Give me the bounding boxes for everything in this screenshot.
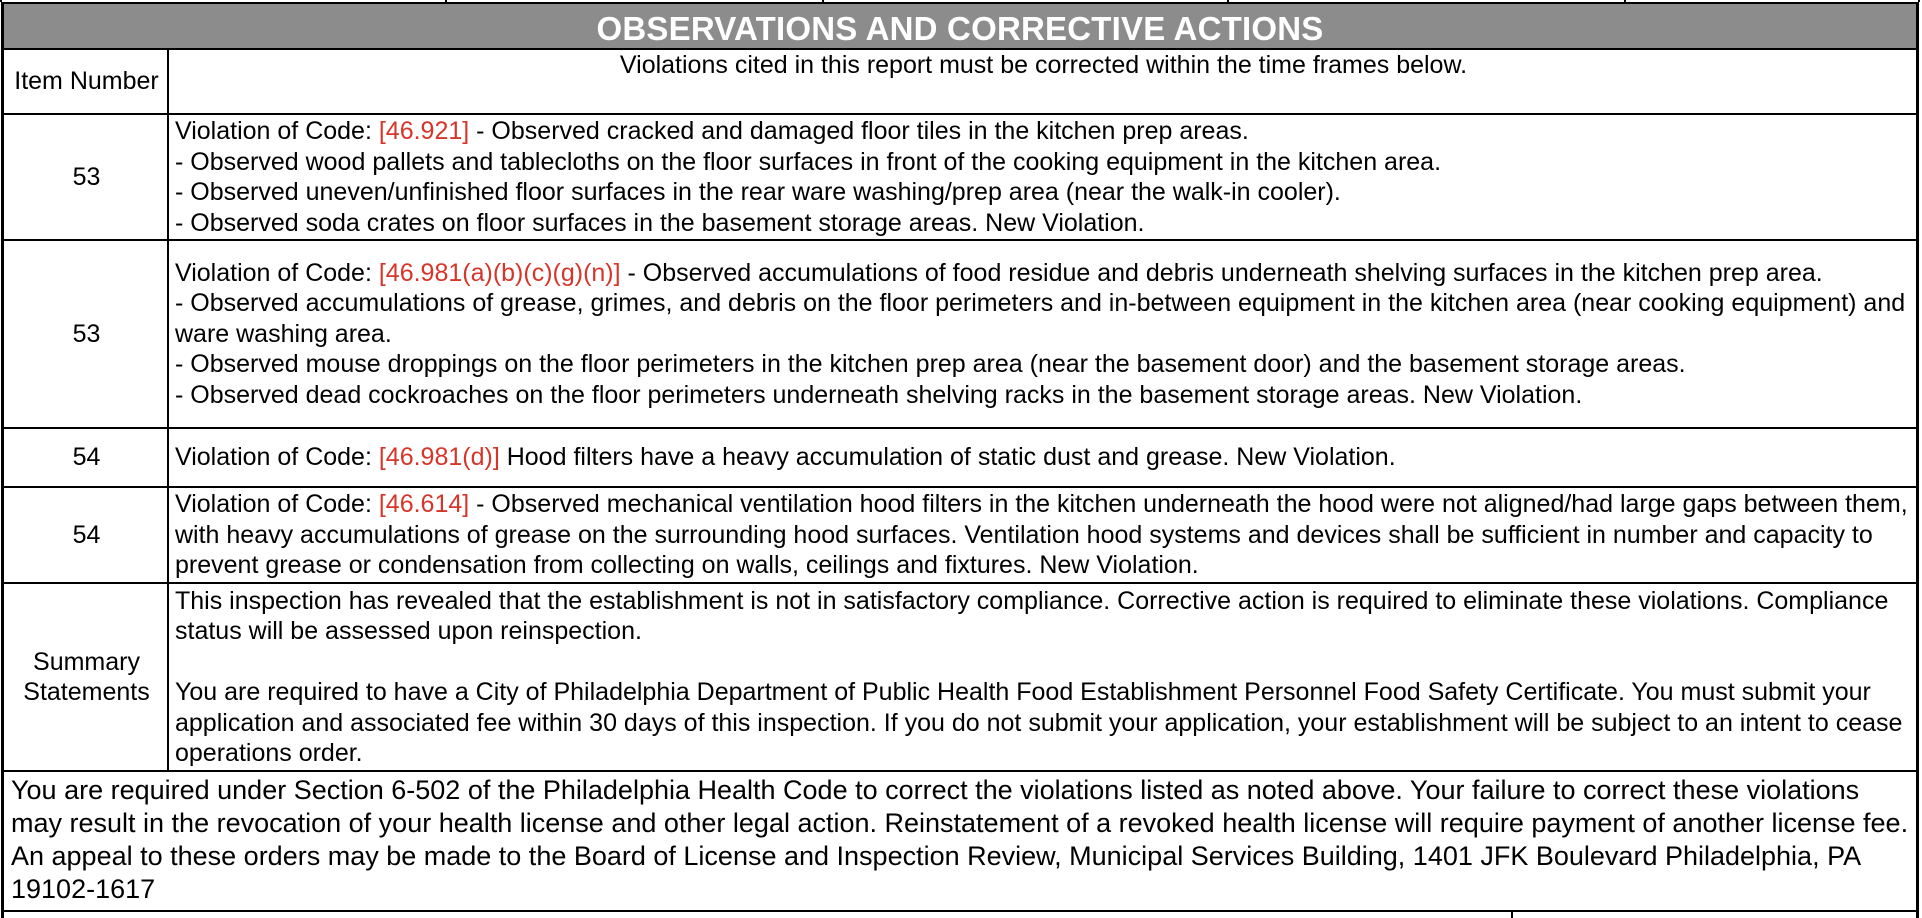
violation-prefix: Violation of Code: — [175, 117, 379, 145]
code-reference: [46.921] — [378, 117, 470, 145]
violation-prefix: Violation of Code: — [175, 490, 379, 519]
item-number-header: Item Number — [4, 50, 168, 114]
violation-description — [168, 428, 1916, 487]
violation-text: - Observed accumulations of food residue and debris underneath shelving surfaces in the kitchen prep area. — [620, 258, 1823, 287]
violation-description — [168, 240, 1916, 428]
observations-section — [1, 2, 1919, 918]
summary-row — [4, 583, 1916, 771]
violation-text: Hood filters have a heavy accumulation of static dust and grease. New Violation. — [499, 443, 1396, 472]
legal-notice: You are required under Section 6-502 of the Philadelphia Health Code to correct the violations listed as noted above. Your failure to correct these violations may result in the revocation of your health license and other legal action. Reinstatement of a revoked health license will require payment of another license fee. An appeal to these orders may be made to the Board of License and Inspection Review, Municipal Services Building, 1401 JFK Boulevard Philadelphia, PA 19102-1617 — [4, 772, 1916, 912]
timeframe-note: Violations cited in this report must be corrected within the time frames below. — [168, 50, 1916, 114]
summary-paragraph: This inspection has revealed that the establishment is not in satisfactory compliance. Corrective action is required to eliminate these violations. Compliance status will be assessed upon reinspection. — [175, 586, 1889, 645]
item-number: 53 — [4, 240, 168, 428]
violation-prefix: Violation of Code: — [175, 443, 379, 472]
table-row — [4, 487, 1916, 583]
violation-text: - Observed dead cockroaches on the floor perimeters underneath shelving racks in the basement storage areas. New Violation. — [175, 380, 1583, 409]
code-reference: [46.614] — [378, 490, 470, 519]
violation-description — [168, 487, 1916, 583]
code-reference: [46.981(a)(b)(c)(g)(n)] — [378, 258, 621, 287]
violation-text: - Observed soda crates on floor surfaces in the basement storage areas. New Violation. — [175, 208, 1145, 237]
violation-text: - Observed mechanical ventilation hood filters in the kitchen underneath the hood were not aligned/had large gaps between them, with heavy accumulations of grease on the surrounding hood surfaces. Ventilation hood systems and devices shall be sufficient in number and capacity to prevent grease or condensation from collecting on walls, ceilings and fixtures. New Violation. — [175, 490, 1908, 580]
bottom-table-edge — [4, 912, 1916, 918]
violation-text: - Observed uneven/unfinished floor surfaces in the rear ware washing/prep area (near the walk-in cooler). — [175, 178, 1341, 206]
table-header-row — [4, 50, 1916, 114]
item-number: 54 — [4, 487, 168, 583]
paragraph-spacer — [175, 647, 1912, 678]
summary-label: Summary Statements — [4, 583, 168, 771]
observations-table — [4, 50, 1916, 772]
section-title: OBSERVATIONS AND CORRECTIVE ACTIONS — [4, 2, 1916, 50]
violation-text: - Observed mouse droppings on the floor perimeters in the kitchen prep area (near the basement door) and the basement storage areas. — [175, 350, 1686, 379]
violation-text: - Observed wood pallets and tablecloths on the floor surfaces in front of the cooking equipment in the kitchen area. — [175, 147, 1442, 176]
table-row — [4, 114, 1916, 240]
summary-statements — [168, 583, 1916, 771]
violation-prefix: Violation of Code: — [175, 258, 379, 287]
table-row — [4, 240, 1916, 428]
column-tick — [1511, 912, 1513, 918]
violation-text: - Observed accumulations of grease, grimes, and debris on the floor perimeters and in-between equipment in the kitchen area (near cooking equipment) and ware washing area. — [175, 289, 1906, 348]
code-reference: [46.981(d)] — [378, 443, 500, 472]
violation-text: - Observed cracked and damaged floor tiles in the kitchen prep areas. — [469, 117, 1249, 145]
violation-description — [168, 114, 1916, 240]
item-number: 53 — [4, 114, 168, 240]
table-row — [4, 428, 1916, 487]
item-number: 54 — [4, 428, 168, 487]
summary-paragraph: You are required to have a City of Philadelphia Department of Public Health Food Establishment Personnel Food Safety Certificate. You must submit your application and associated fee within 30 days of this inspection. If you do not submit your application, your establishment will be subject to an intent to cease operations order. — [175, 678, 1903, 767]
